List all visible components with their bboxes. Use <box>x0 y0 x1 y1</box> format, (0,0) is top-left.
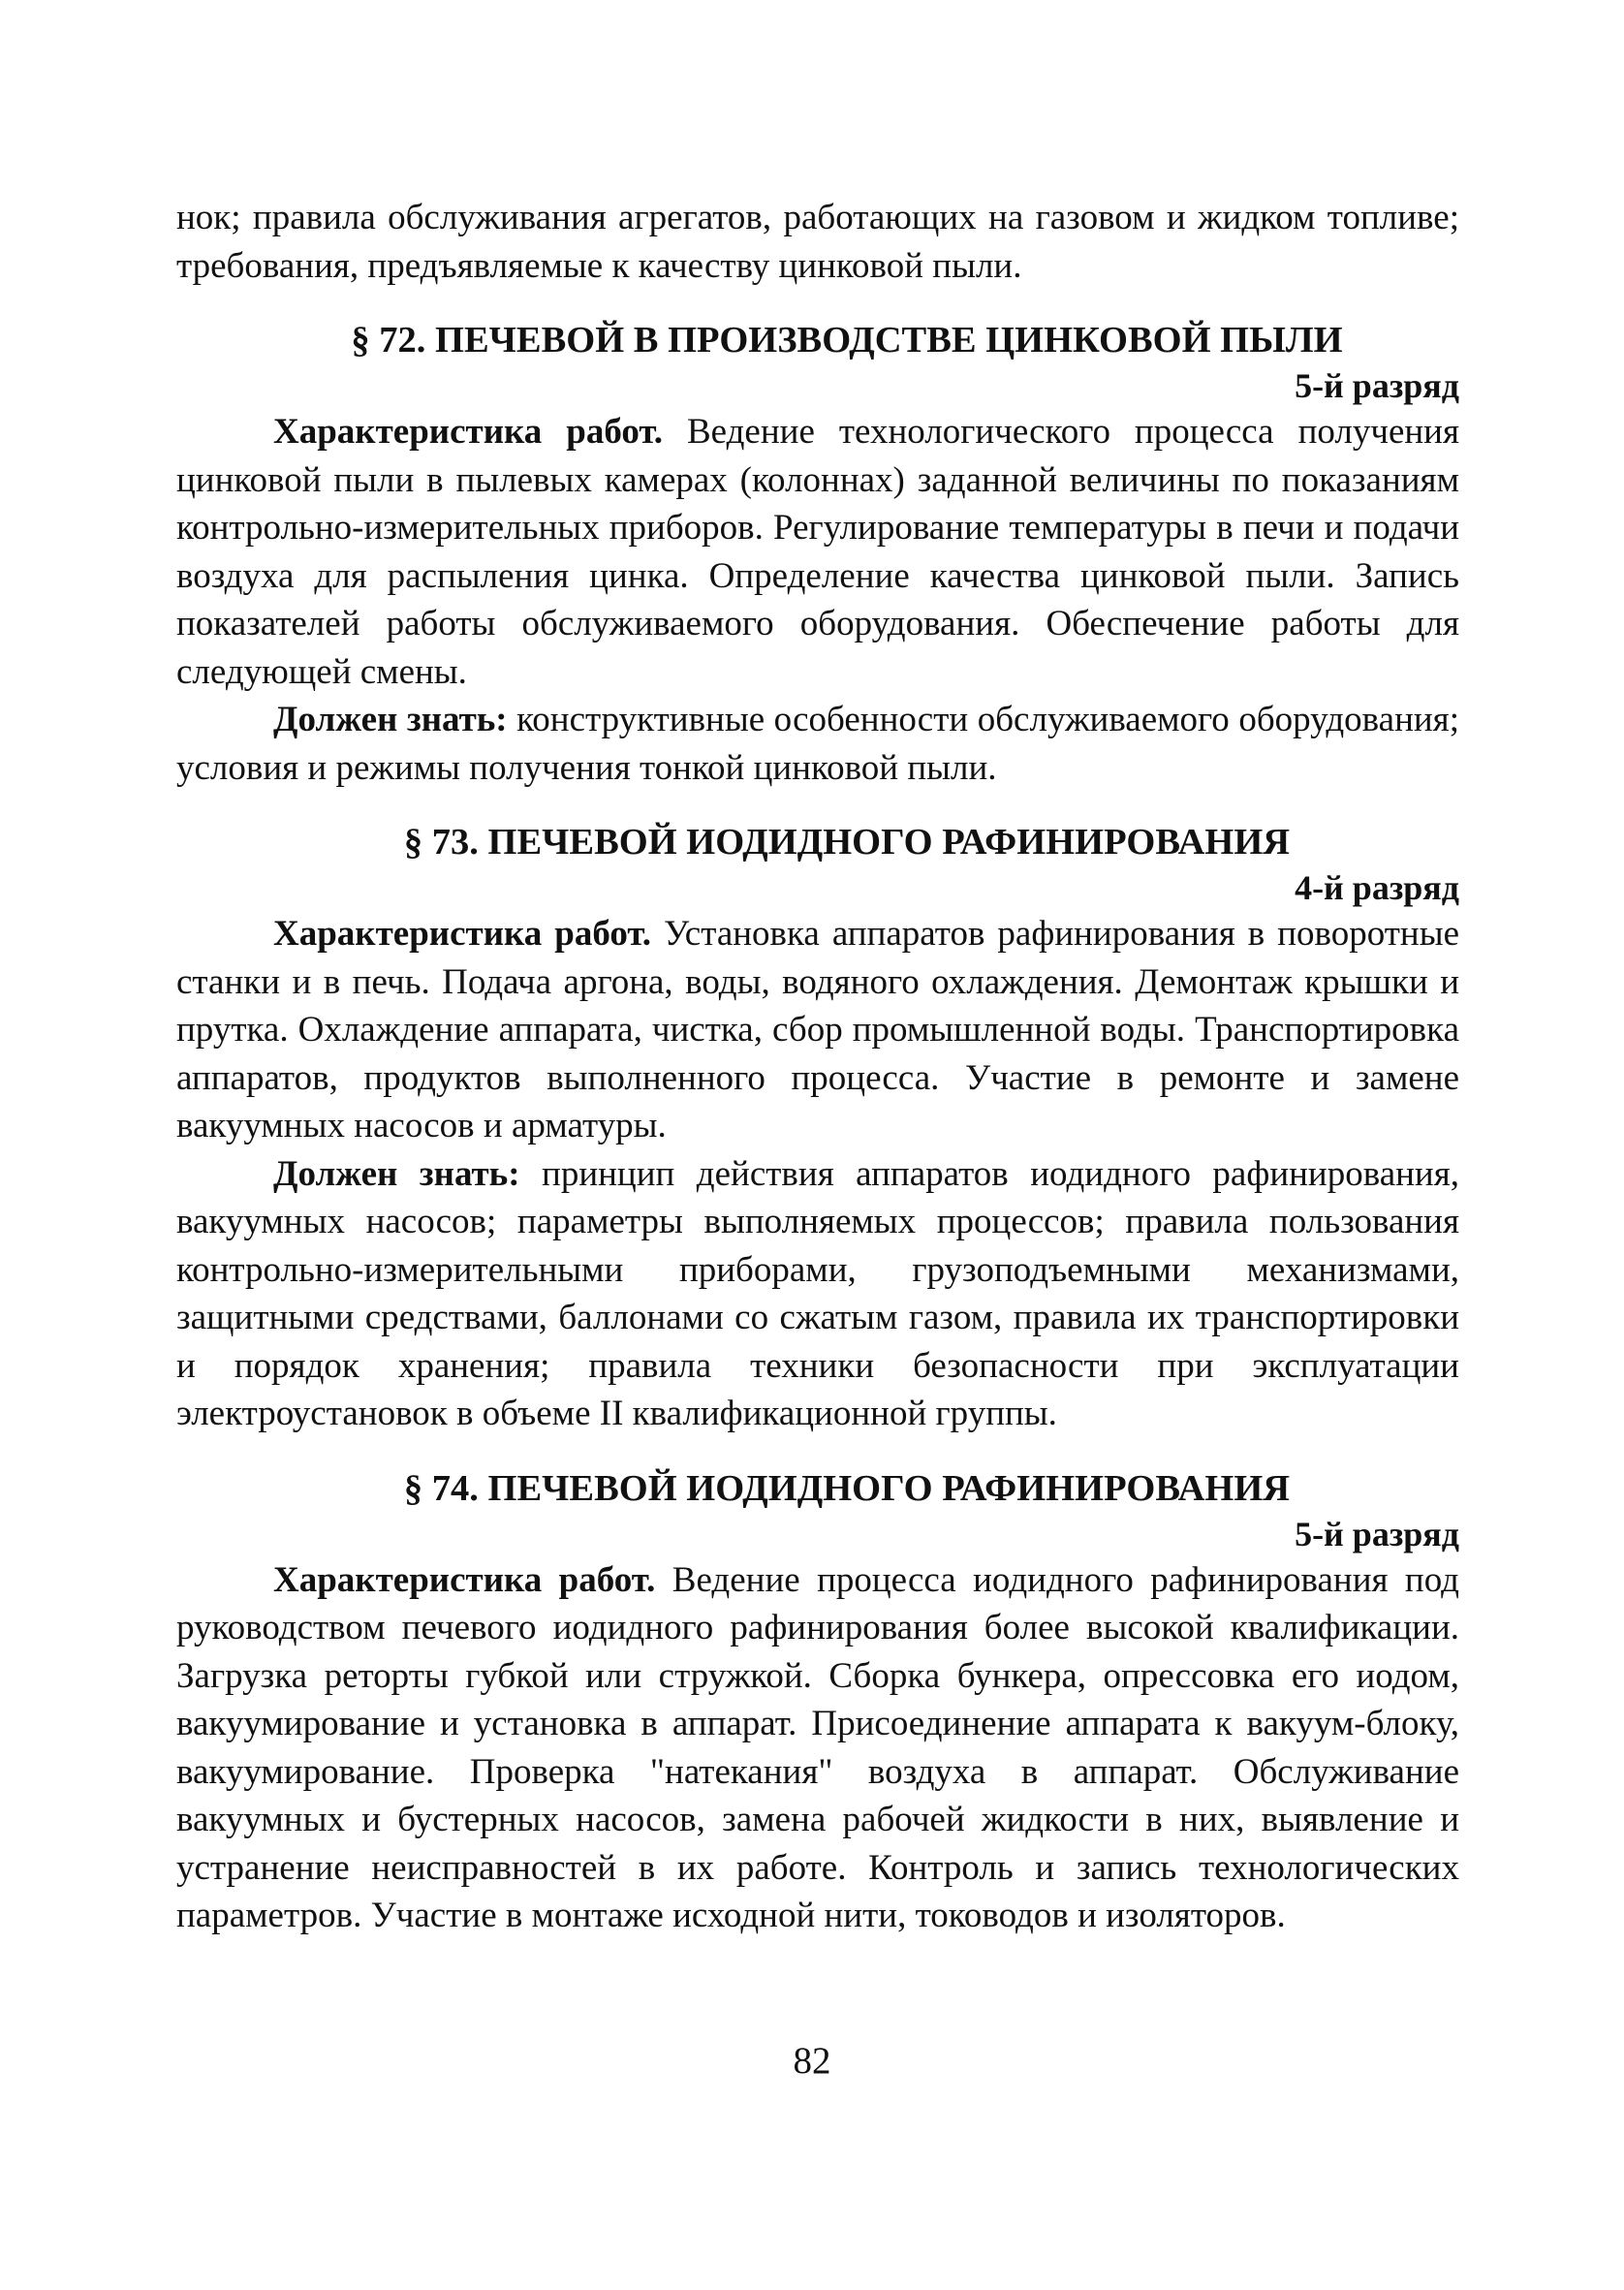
required-knowledge-text: конструктивные особенности обслуживаемого оборудования; условия и режимы получения тонкой цинковой пыли. <box>176 700 1459 788</box>
section-title: § 73. ПЕЧЕВОЙ ИОДИДНОГО РАФИНИРОВАНИЯ <box>403 822 1291 863</box>
required-knowledge-paragraph <box>176 1150 1459 1438</box>
grade-label: 5-й разряд <box>1295 1514 1459 1553</box>
section-spacer <box>176 792 1459 819</box>
work-description-label: Характеристика работ. <box>273 412 664 452</box>
work-description-label: Характеристика работ. <box>273 1559 656 1600</box>
work-description-paragraph <box>176 408 1459 696</box>
section-title: § 72. ПЕЧЕВОЙ В ПРОИЗВОДСТВЕ ЦИНКОВОЙ ПЫЛИ <box>351 320 1343 361</box>
required-knowledge-paragraph <box>176 696 1459 792</box>
required-knowledge-label: Должен знать: <box>273 1153 520 1194</box>
section-72 <box>176 317 1459 792</box>
section-73 <box>176 819 1459 1438</box>
work-description-text: Ведение процесса иодидного рафинирования под руководством печевого иодидного рафинирования более высокой квалификации. Загрузка реторты губкой или стружкой. Сборка бункера, опрессовка его иодом, вакуумирование и установка в аппарат. Присоединение аппарата к вакуум-блоку, вакуумирование. Проверка "натекания" воздуха в аппарат. Обслуживание вакуумных и бустерных насосов, замена рабочей жидкости в них, выявление и устранение неисправностей в их работе. Контроль и запись технологических параметров. Участие в монтаже исходной нити, тоководов и изоляторов. <box>176 1559 1459 1935</box>
work-description-label: Характеристика работ. <box>273 914 652 954</box>
work-description-paragraph <box>176 910 1459 1150</box>
required-knowledge-text: принцип действия аппаратов иодидного рафинирования, вакуумных насосов; параметры выполняемых процессов; правила пользования контрольно-измерительными приборами, грузоподъемными механизмами, защитными средствами, баллонами со сжатым газом, правила их транспортировки и порядок хранения; правила техники безопасности при эксплуатации электроустановок в объеме II квалификационной группы. <box>176 1153 1459 1433</box>
work-description-paragraph <box>176 1556 1459 1940</box>
section-title: § 74. ПЕЧЕВОЙ ИОДИДНОГО РАФИНИРОВАНИЯ <box>403 1467 1291 1509</box>
page-number: 82 <box>793 2040 831 2082</box>
section-spacer <box>176 290 1459 317</box>
work-description-text: Установка аппаратов рафинирования в поворотные станки и в печь. Подача аргона, воды, водяного охлаждения. Демонтаж крышки и прутка. Охлаждение аппарата, чистка, сбор промышленной воды. Транспортировка аппаратов, продуктов выполненного процесса. Участие в ремонте и замене вакуумных насосов и арматуры. <box>176 914 1459 1145</box>
section-74 <box>176 1465 1459 1940</box>
work-description-text: Ведение технологического процесса получения цинковой пыли в пылевых камерах (колоннах) заданной величины по показаниям контрольно-измерительных приборов. Регулирование температуры в печи и подачи воздуха для распыления цинка. Определение качества цинковой пыли. Запись показателей работы обслуживаемого оборудования. Обеспечение работы для следующей смены. <box>176 412 1460 692</box>
page-content <box>176 194 1459 1940</box>
grade-label: 5-й разряд <box>1295 366 1459 405</box>
required-knowledge-label: Должен знать: <box>273 700 508 739</box>
section-spacer <box>176 1438 1459 1465</box>
intro-paragraph: нок; правила обслуживания агрегатов, работающих на газовом и жидком топливе; требования, предъявляемые к качеству цинковой пыли. <box>176 198 1459 286</box>
grade-label: 4-й разряд <box>1295 868 1459 907</box>
